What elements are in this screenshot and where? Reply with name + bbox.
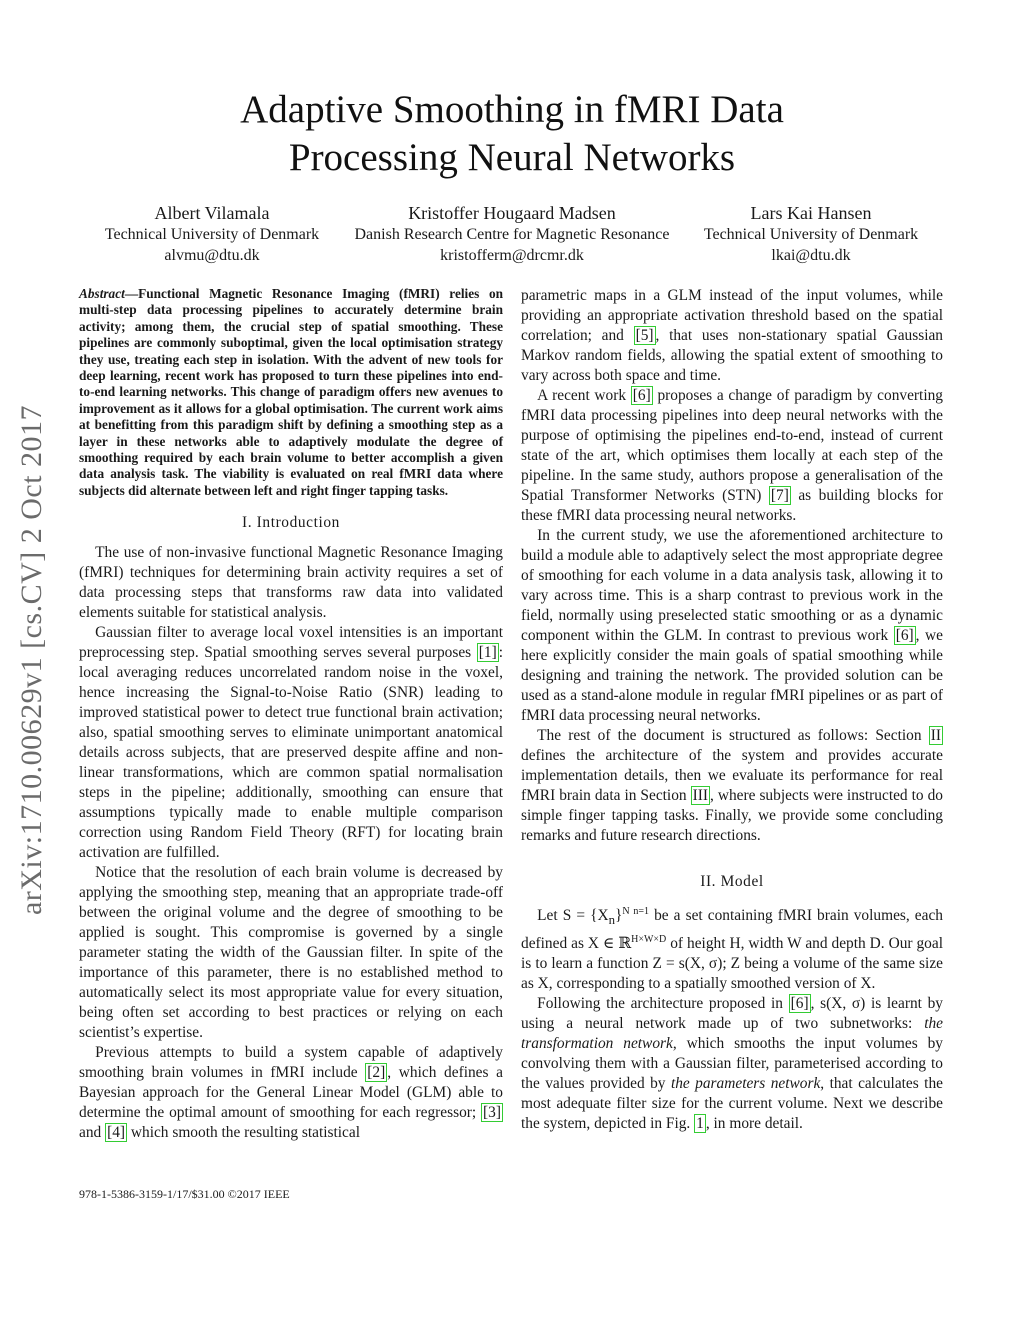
citation-link[interactable]: [5] [635,327,654,344]
citation-link[interactable]: [2] [367,1064,386,1082]
author-affiliation: Technical University of Denmark [703,226,919,243]
citation-link[interactable]: [3] [483,1104,501,1122]
citation-link[interactable]: [7] [770,487,789,504]
section-link[interactable]: II [930,727,941,744]
abstract-lead: Abstract [79,286,125,301]
author-name: Lars Kai Hansen [750,203,872,223]
paragraph: parametric maps in a GLM instead of the input volumes, while providing an appropriate activation threshold based on the spatial correlation; and [5] , that uses non-stationary spatial Gaussian Markov random fields, allowing the spatial extent of smoothing to vary across both space and time. [521,287,943,384]
author-affiliation: Danish Research Centre for Magnetic Resonance [354,226,670,243]
figure-link[interactable]: 1 [696,1115,704,1133]
abstract-text: —Functional Magnetic Resonance Imaging (fMRI) relies on multi-step data processing pipelines to accurately determine brain activity; among them, the crucial step of spatial smoothing. These pipelines are commonly suboptimal, given the local optimisation strategy they use, treating each step in isolation. With the advent of new tools for deep learning, recent work has proposed to turn these pipelines into end-to-end learning networks. This change of paradigm offers new avenues to improvement as it allows for a global optimisation. The current work aims at benefitting from this paradigm shift by defining a smoothing step as a layer in these networks able to adaptively modulate the degree of smoothing required by each brain volume to better accomplish a given data analysis task. The viability is evaluated on real fMRI data where subjects did alternate between left and right finger tapping tasks. [79,286,503,498]
paragraph: Gaussian filter to average local voxel intensities is an important preprocessing step. Spatial smoothing serves several purposes [1] : local averaging reduces uncorrelated random noise in the voxel, hence increasing the Signal-to-Noise Ratio (SNR) leading to improved statistical power to detect true functional brain activation; also, spatial smoothing serves to eliminate unimportant anatomical details across subjects, that are preserved despite affine and non-linear transformations, which are common spatial normalisation steps in the pipeline; additionally, smoothing can ensure that assumptions typically made to enable multiple comparison correction using Random Field Theory (RFT) for locating brain activation are fulfilled. [79,624,503,862]
title-line-2: Processing Neural Networks [288,136,736,179]
paragraph: The rest of the document is structured as follows: Section II defines the architecture of the system and provides accurate implementation details, then we evaluate its performance for real fMRI brain data in Section III , where subjects were instructed to do simple finger tapping tasks. Finally, we provide some concluding remarks and future research directions. [521,727,943,844]
citation-link[interactable]: [6] [790,995,809,1013]
author-name: Kristoffer Hougaard Madsen [408,203,616,223]
left-column [79,286,503,1143]
author-block-3 [697,202,925,266]
author-name: Albert Vilamala [154,203,270,223]
author-block-2 [342,202,682,266]
author-block-1 [98,202,326,266]
author-email[interactable]: kristofferm@drcmr.dk [440,247,584,264]
citation-link[interactable]: [6] [895,627,914,644]
section-link[interactable]: III [692,787,708,804]
right-column [521,286,943,1134]
paragraph: Previous attempts to build a system capable of adaptively smoothing brain volumes in fMRI include [2] , which defines a Bayesian approach for the General Linear Model (GLM) able to determine the optimal amount of smoothing for each regressor; [3] and [4] which smooth the resulting statistical [79,1044,504,1142]
abstract [79,286,503,499]
citation-link[interactable]: [4] [107,1124,126,1142]
title-line-1: Adaptive Smoothing in fMRI Data [240,88,784,131]
author-affiliation: Technical University of Denmark [104,226,320,243]
copyright-notice: 978-1-5386-3159-1/17/$31.00 ©2017 IEEE [79,1187,290,1201]
citation-link[interactable]: [1] [478,644,497,662]
paper-title [0,86,1024,182]
citation-link[interactable]: [6] [632,387,651,404]
paragraph: Let $S = \{X_n\}^{N n=1}$ be a set containing fMRI brain volumes, each defined as X ∈ ℝ$^{H\times W\times D}$ of height H, width W and depth D. Our goal is to learn a function Z = s(X, σ); Z being a volume of the same size as X, corresponding to a spatially smoothed version of X. [521,906,943,993]
paragraph: The use of non-invasive functional Magnetic Resonance Imaging (fMRI) techniques for determining brain activity requires a set of data processing steps that transforms raw data into validated elements suitable for statistical analysis. [79,544,503,622]
arxiv-sidebar [2,370,62,950]
author-email[interactable]: alvmu@dtu.dk [164,247,260,264]
paragraph: Notice that the resolution of each brain volume is decreased by applying the smoothing step, meaning that an appropriate trade-off between the original volume and the degree of smoothing to be applied is sought. This compromise is governed by a single parameter stating the width of the Gaussian filter. In spite of the importance of this parameter, there is no established method to automatically select its most appropriate value for every situation, being often set according to best practices or relying on each scientist’s expertise. [79,864,503,1042]
arxiv-identifier: arXiv:1710.00629v1 [cs.CV] 2 Oct 2017 [15,404,48,916]
paragraph: A recent work [6] proposes a change of paradigm by converting fMRI data processing pipelines into deep neural networks with the purpose of optimising the pipelines end-to-end, instead of current state of the art, which optimises them locally at each step of the pipeline. In the same study, authors propose a generalisation of the Spatial Transformer Networks (STN) [7] as building blocks for these fMRI data processing neural networks. [521,387,943,524]
section-heading-model: II. Model [700,873,764,890]
paragraph: Following the architecture proposed in [6] , s(X, σ) is learnt by using a neural network made up of two subnetworks: the transformation network, which smooths the input volumes by convolving them with a Gaussian filter, parameterised according to the values provided by the parameters network, that calculates the most adequate filter size for the current volume. Next we describe the system, depicted in Fig. 1 , in more detail. [521,995,944,1133]
section-heading-introduction: I. Introduction [242,514,340,532]
author-email[interactable]: lkai@dtu.dk [771,247,851,264]
paragraph: In the current study, we use the aforementioned architecture to build a module able to adaptively select the most appropriate degree of smoothing for each volume in a data analysis task, allowing it to vary across time. This is a sharp contrast to previous work in the field, normally using preselected static smoothing or as a dynamic component within the GLM. In contrast to previous work [6] , we here explicitly consider the main goals of spatial smoothing while designing and training the network. The provided solution can be used as a stand-alone module in regular fMRI pipelines or as part of fMRI data processing neural networks. [521,527,943,724]
